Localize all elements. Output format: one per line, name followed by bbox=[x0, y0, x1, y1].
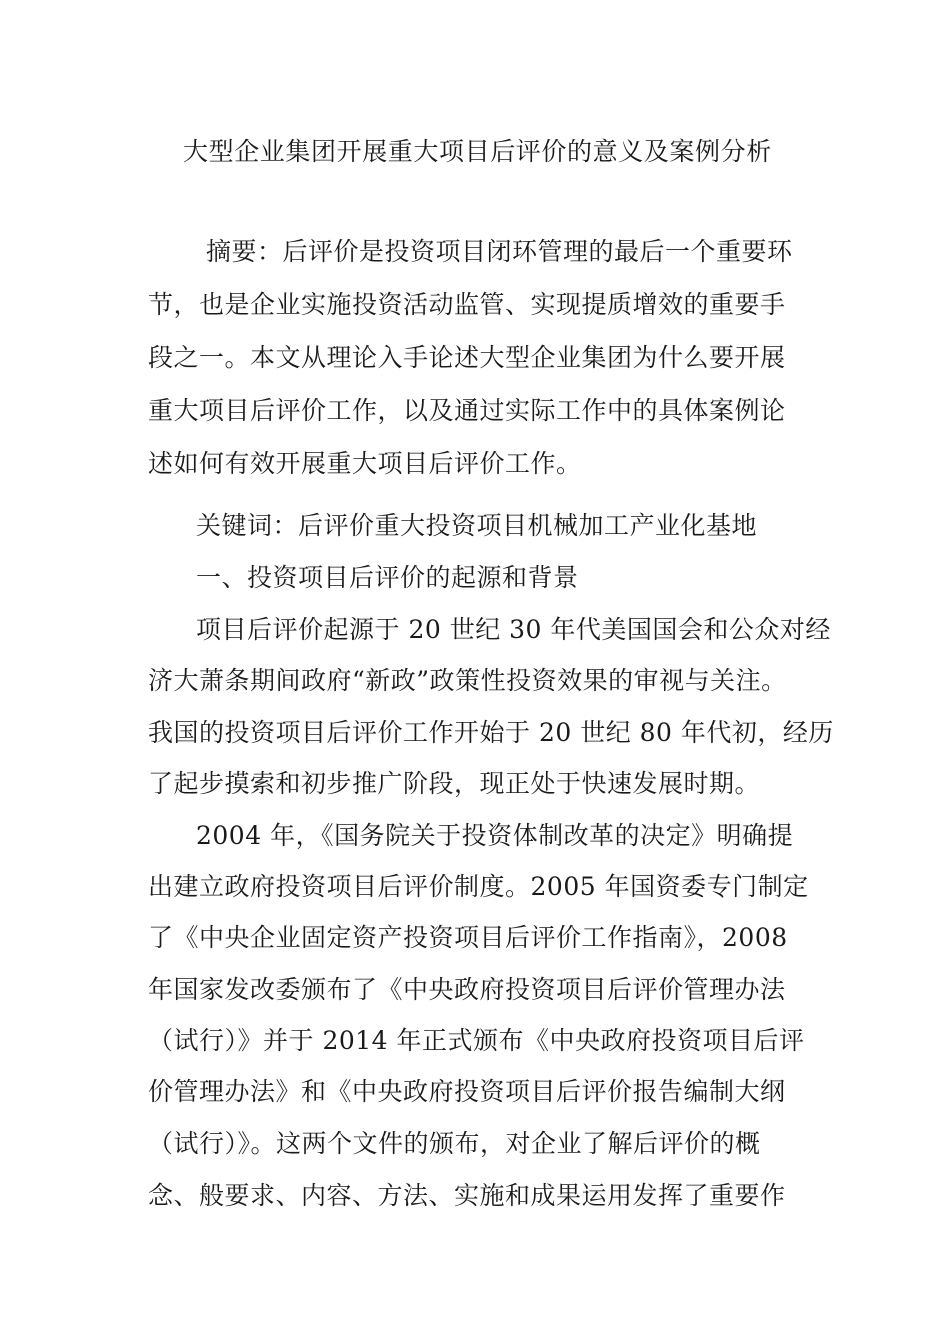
paragraph-line: 了起步摸索和初步推广阶段，现正处于快速发展时期。 bbox=[148, 769, 761, 798]
paragraph-line: 了《中央企业固定资产投资项目后评价工作指南》，2008 bbox=[148, 923, 788, 952]
paragraph-line: 2004 年，《国务院关于投资体制改革的决定》明确提 bbox=[196, 821, 794, 850]
paragraph-line: 济大萧条期间政府“新政”政策性投资效果的审视与关注。 bbox=[148, 666, 787, 695]
page-title: 大型企业集团开展重大项目后评价的意义及案例分析 bbox=[183, 137, 772, 166]
abstract-line: 重大项目后评价工作，以及通过实际工作中的具体案例论 bbox=[148, 396, 786, 425]
abstract-line: 段之一。本文从理论入手论述大型企业集团为什么要开展 bbox=[148, 343, 786, 372]
paragraph-line: 念、般要求、内容、方法、实施和成果运用发挥了重要作 bbox=[148, 1181, 786, 1210]
paragraph-line: （试行）》。这两个文件的颁布，对企业了解后评价的概 bbox=[148, 1129, 761, 1158]
abstract-line: 节，也是企业实施投资活动监管、实现提质增效的重要手 bbox=[148, 290, 786, 319]
paragraph-line: 出建立政府投资项目后评价制度。2005 年国资委专门制定 bbox=[148, 872, 809, 901]
paragraph-line: 年国家发改委颁布了《中央政府投资项目后评价管理办法 bbox=[148, 975, 786, 1004]
paragraph-line: 项目后评价起源于 20 世纪 30 年代美国国会和公众对经 bbox=[196, 615, 831, 644]
section-heading: 一、投资项目后评价的起源和背景 bbox=[196, 563, 579, 592]
abstract-line: 述如何有效开展重大项目后评价工作。 bbox=[148, 449, 582, 478]
abstract-line: 摘要：后评价是投资项目闭环管理的最后一个重要环 bbox=[206, 237, 793, 266]
paragraph-line: 我国的投资项目后评价工作开始于 20 世纪 80 年代初，经历 bbox=[148, 718, 834, 747]
paragraph-line: （试行）》并于 2014 年正式颁布《中央政府投资项目后评 bbox=[148, 1026, 805, 1055]
keywords-line: 关键词：后评价重大投资项目机械加工产业化基地 bbox=[196, 511, 758, 540]
paragraph-line: 价管理办法》和《中央政府投资项目后评价报告编制大纲 bbox=[148, 1077, 786, 1106]
